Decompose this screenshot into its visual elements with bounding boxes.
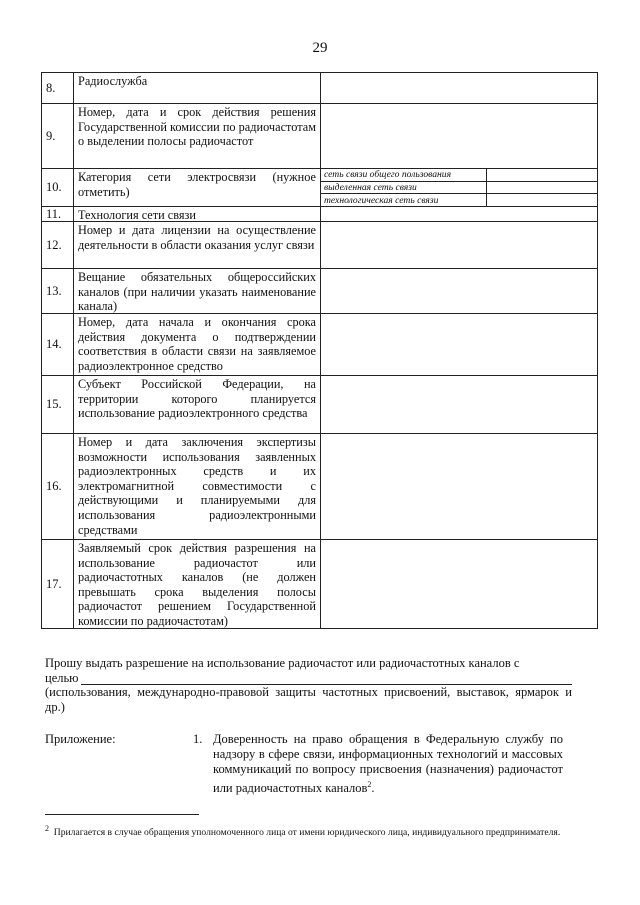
row-number: 11. <box>42 207 74 221</box>
option-checkbox[interactable] <box>487 182 597 194</box>
table-row <box>42 314 597 376</box>
category-option-technological[interactable] <box>321 194 597 206</box>
purpose-label: целью <box>45 670 79 685</box>
category-option-dedicated[interactable] <box>321 182 597 195</box>
table-row <box>42 540 597 628</box>
request-paragraph <box>45 656 572 714</box>
table-row <box>42 269 597 314</box>
footnote-text: Прилагается в случае обращения уполномоченного лица от имени юридического лица, индивидуального предпринимателя. <box>53 827 561 839</box>
appendix-item <box>213 732 563 796</box>
row-label: Номер и дата лицензии на осуществление деятельности в области оказания услуг связи <box>74 222 321 268</box>
network-category-options <box>321 169 597 206</box>
appendix-item-text: Доверенность на право обращения в Федеральную службу по надзору в сфере связи, информационных технологий и массовых коммуникаций по вопросу присвоения (назначения) радиочастот или радиочастотных каналов <box>213 732 563 796</box>
table-row <box>42 73 597 104</box>
row-number: 12. <box>42 222 74 268</box>
row-label: Номер и дата заключения экспертизы возможности использования заявленных радиоэлектронных средств и их электромагнитной совместимости с действующими и планируемыми для использования радиоэлектронными средствами <box>74 434 321 539</box>
option-label: технологическая сеть связи <box>321 194 487 206</box>
purpose-input-line[interactable] <box>81 673 572 685</box>
row-number: 13. <box>42 269 74 313</box>
row-label: Вещание обязательных общероссийских каналов (при наличии указать наименование канала) <box>74 269 321 313</box>
row-number: 16. <box>42 434 74 539</box>
footnote-divider <box>45 814 199 815</box>
row-number: 10. <box>42 169 74 206</box>
row-label: Заявляемый срок действия разрешения на использование радиочастот или радиочастотных каналов (не должен превышать срока выделения полосы радиочастот решением Государственной комиссии по радиочастотам) <box>74 540 321 628</box>
option-checkbox[interactable] <box>487 194 597 206</box>
footnote-reference: 2 <box>367 780 372 789</box>
row-value-field[interactable] <box>321 434 597 539</box>
appendix-item-end: . <box>371 781 375 796</box>
row-value-field[interactable] <box>321 104 597 168</box>
table-row <box>42 169 597 207</box>
category-option-public[interactable] <box>321 169 597 182</box>
row-label: Номер, дата начала и окончания срока действия документа о подтверждении соответствия в области связи на заявляемое радиоэлектронное средство <box>74 314 321 375</box>
page-number: 29 <box>312 40 328 56</box>
row-number: 17. <box>42 540 74 628</box>
row-value-field[interactable] <box>321 540 597 628</box>
appendix-label: Приложение: <box>45 732 116 746</box>
table-row <box>42 376 597 434</box>
request-text: Прошу выдать разрешение на использование радиочастот или радиочастотных каналов с <box>45 656 520 670</box>
row-label: Номер, дата и срок действия решения Государственной комиссии по радиочастотам о выделении полосы радиочастот <box>74 104 321 168</box>
row-value-field[interactable] <box>321 73 597 103</box>
application-table <box>41 72 598 629</box>
row-label: Технология сети связи <box>74 207 321 221</box>
table-row <box>42 104 597 169</box>
option-checkbox[interactable] <box>487 169 597 181</box>
footnote <box>45 822 593 839</box>
purpose-line <box>45 671 572 686</box>
row-value-field[interactable] <box>321 376 597 433</box>
table-row <box>42 222 597 269</box>
row-number: 9. <box>42 104 74 168</box>
row-label: Категория сети электросвязи (нужное отметить) <box>74 169 321 206</box>
row-number: 8. <box>42 73 74 103</box>
option-label: сеть связи общего пользования <box>321 169 487 181</box>
appendix-item-number: 1. <box>193 732 203 746</box>
row-number: 15. <box>42 376 74 433</box>
footnote-number: 2 <box>45 824 49 833</box>
row-label: Субъект Российской Федерации, на территории которого планируется использование радиоэлектронного средства <box>74 376 321 433</box>
purpose-note: (использования, международно-правовой защиты частотных присвоений, выставок, ярмарок и др.) <box>45 685 572 714</box>
row-number: 14. <box>42 314 74 375</box>
table-row <box>42 434 597 540</box>
option-label: выделенная сеть связи <box>321 182 487 194</box>
table-row <box>42 207 597 222</box>
row-value-field[interactable] <box>321 314 597 375</box>
row-value-field[interactable] <box>321 269 597 313</box>
row-value-field[interactable] <box>321 207 597 221</box>
row-value-field[interactable] <box>321 222 597 268</box>
row-label: Радиослужба <box>74 73 321 103</box>
